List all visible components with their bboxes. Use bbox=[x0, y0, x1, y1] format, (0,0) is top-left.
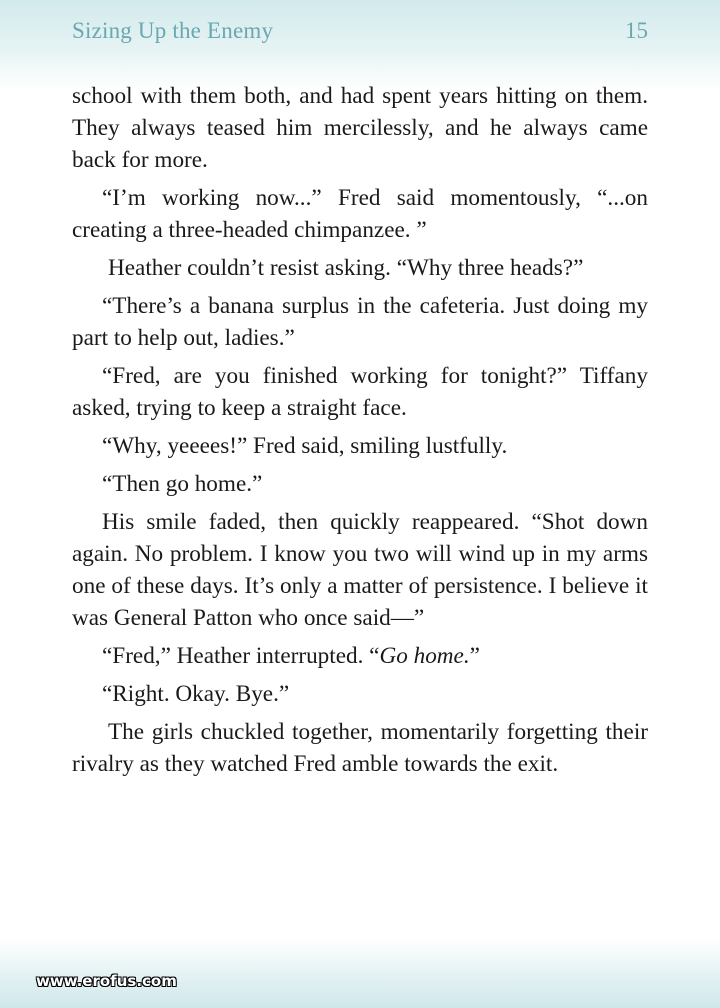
paragraph-9-close: ” bbox=[469, 643, 480, 669]
paragraph-10: “Right. Okay. Bye.” bbox=[102, 681, 290, 707]
paragraph-11: The girls chuckled together, momentarily forgetting their rivalry as they watched Fred amble towards the exit. bbox=[72, 719, 648, 777]
running-head: Sizing Up the Enemy bbox=[72, 18, 274, 43]
page-number: 15 bbox=[625, 18, 648, 43]
paragraph-4: “There’s a banana surplus in the cafeteria. Just doing my part to help out, ladies.” bbox=[72, 293, 648, 351]
paragraph-6: “Why, yeeees!” Fred said, smiling lustfully. bbox=[102, 433, 508, 459]
header-band bbox=[0, 0, 720, 90]
paragraph-9-emphasis: Go home. bbox=[379, 643, 470, 669]
paragraph-9 bbox=[72, 640, 648, 672]
paragraph-9-lead: “Fred,” Heather interrupted. “ bbox=[102, 643, 380, 669]
body-text bbox=[72, 80, 648, 786]
paragraph-2: “I’m working now...” Fred said momentously, “...on creating a three-headed chimpanzee. ” bbox=[72, 185, 648, 243]
paragraph-7: “Then go home.” bbox=[102, 471, 263, 497]
paragraph-8: His smile faded, then quickly reappeared. “Shot down again. No problem. I know you two will wind up in my arms one of these days. It’s only a matter of persistence. I believe it was General Patton who once said—” bbox=[72, 509, 648, 631]
paragraph-5: “Fred, are you finished working for tonight?” Tiffany asked, trying to keep a straight face. bbox=[72, 363, 648, 421]
paragraph-3: Heather couldn’t resist asking. “Why three heads?” bbox=[108, 255, 584, 281]
paragraph-1: school with them both, and had spent years hitting on them. They always teased him mercilessly, and he always came back for more. bbox=[72, 83, 648, 173]
watermark[interactable]: www.erofus.com bbox=[36, 972, 177, 990]
